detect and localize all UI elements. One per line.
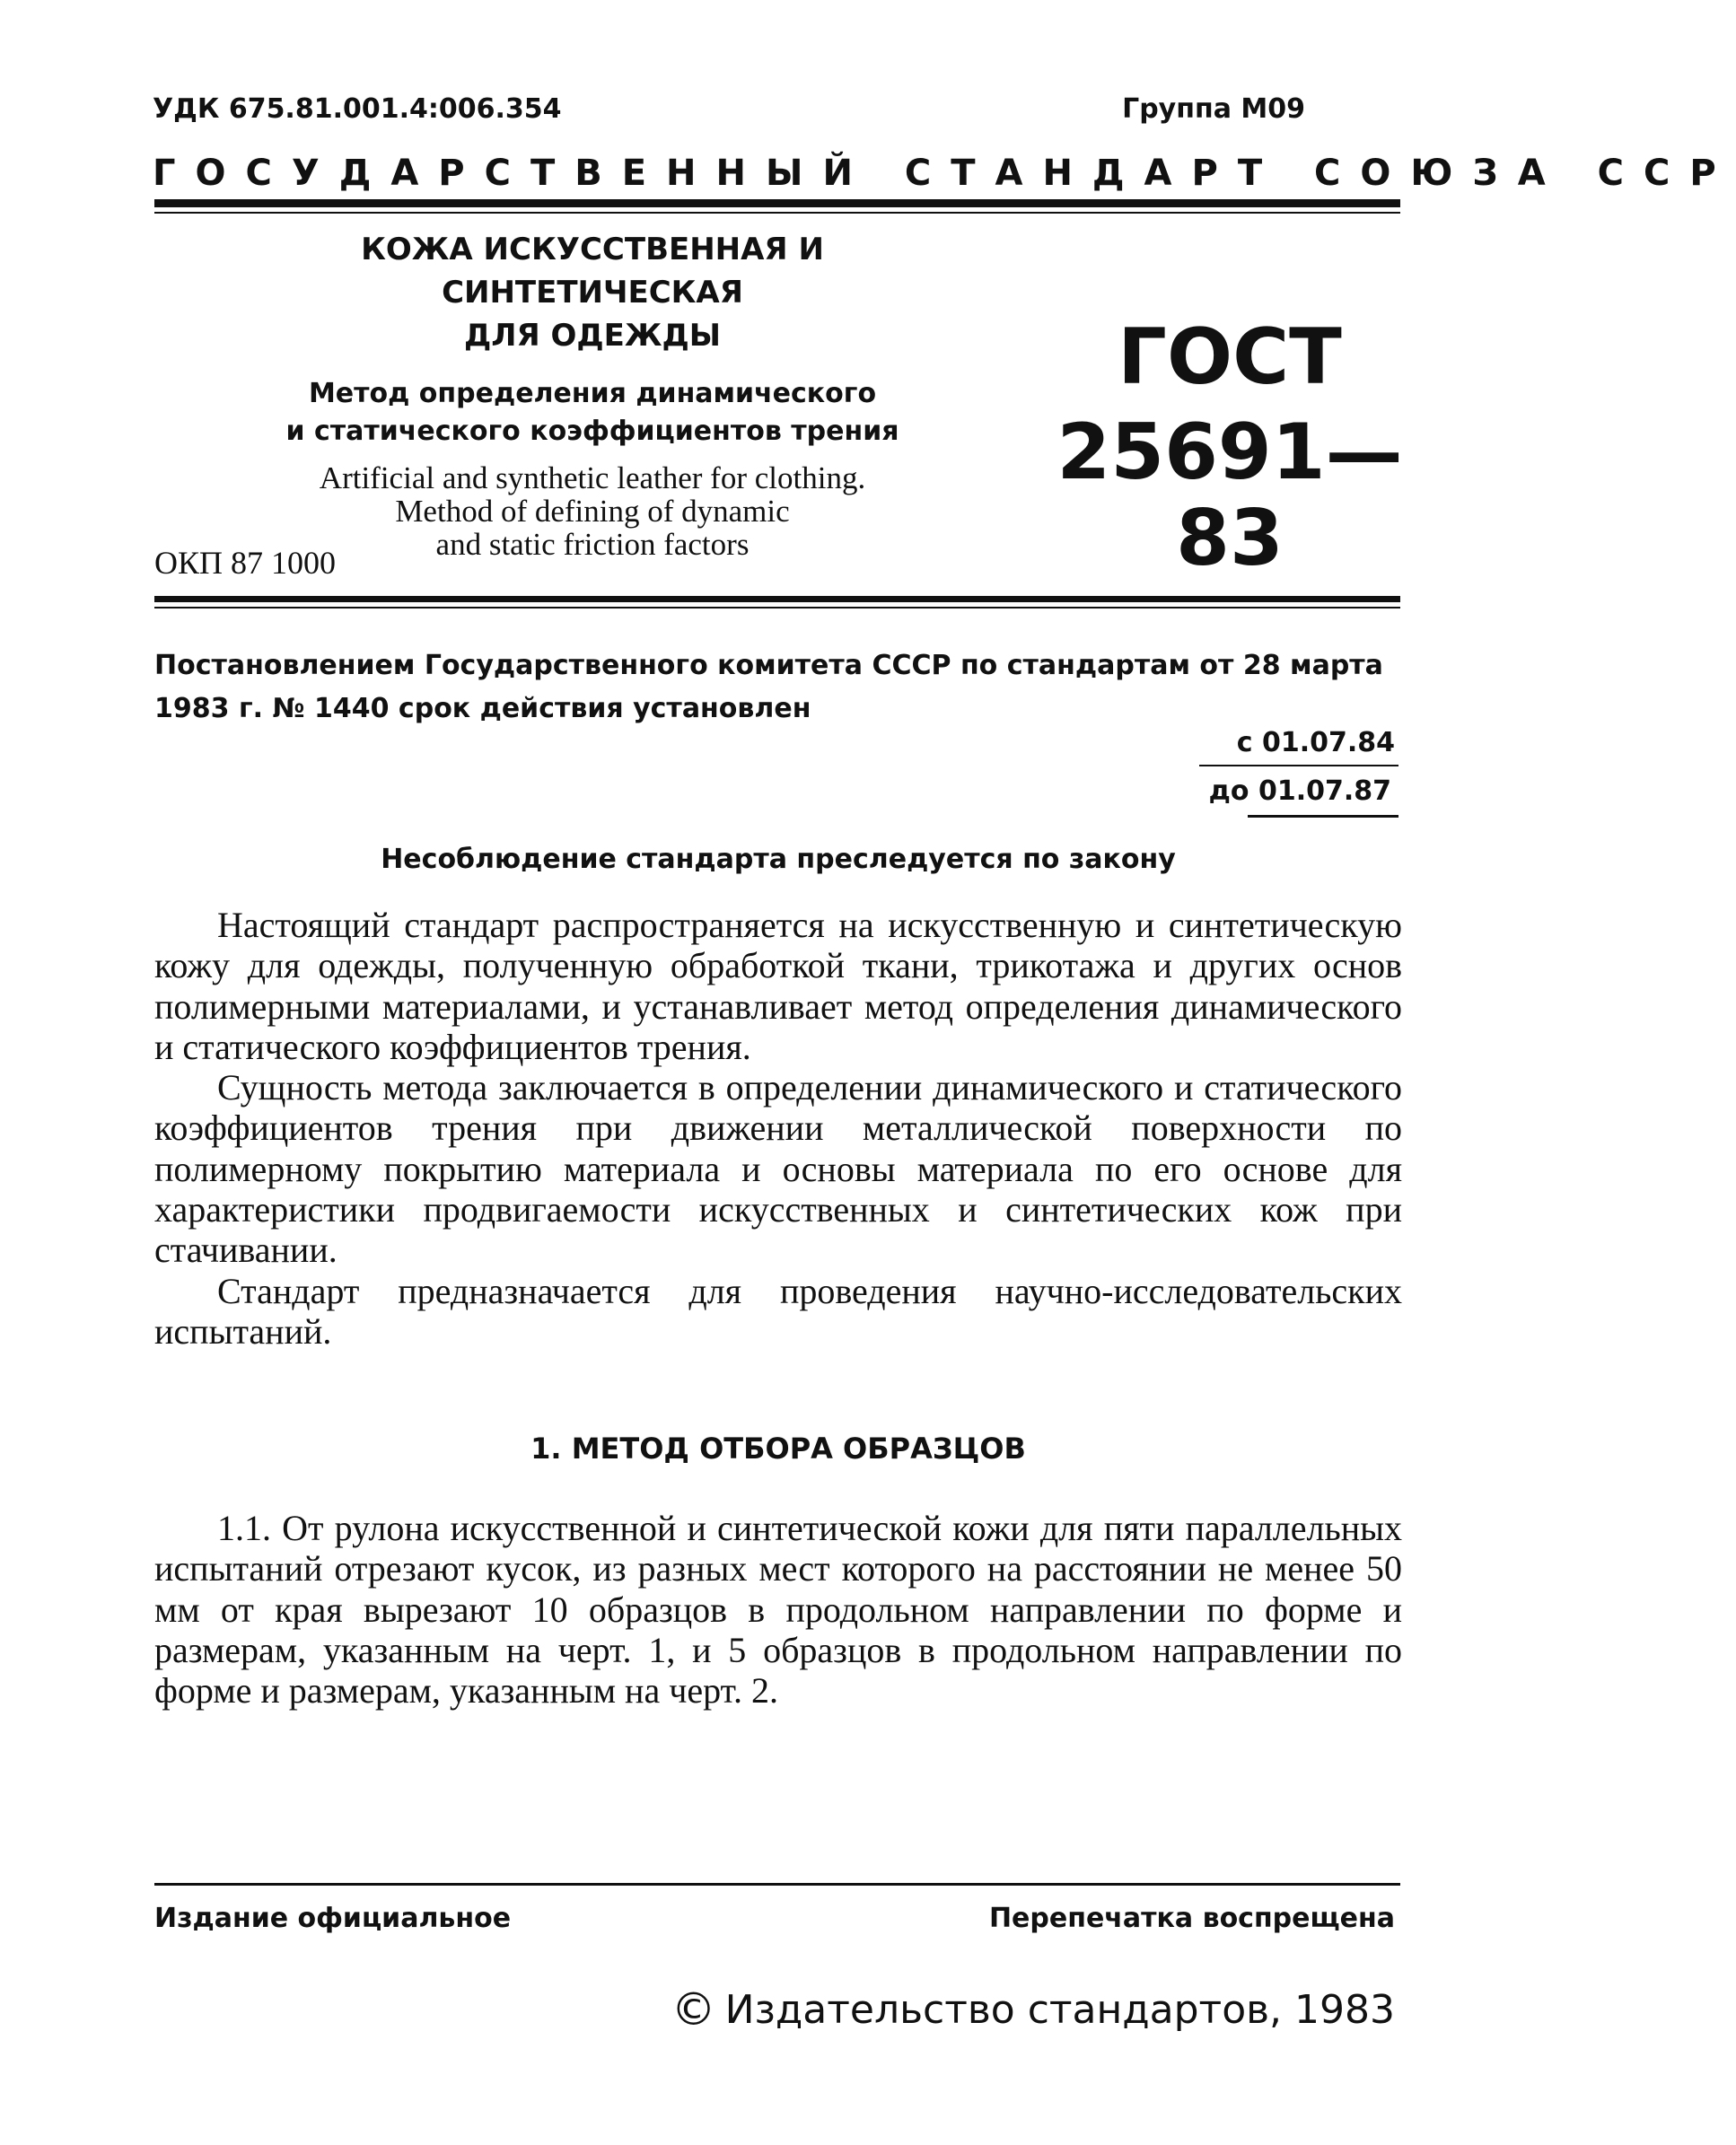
group-code: Группа М09 xyxy=(1122,93,1305,125)
section-title: 1. МЕТОД ОТБОРА ОБРАЗЦОВ xyxy=(530,1431,1026,1466)
header-title: ГОСУДАРСТВЕННЫЙ СТАНДАРТ СОЮЗА ССР xyxy=(153,153,1736,194)
header-rule xyxy=(154,199,1400,207)
effective-date-to: до 01.07.87 xyxy=(1208,775,1391,807)
copyright-icon: © xyxy=(671,1983,716,2036)
copyright xyxy=(671,1983,1395,2036)
legal-notice: Несоблюдение стандарта преследуется по закону xyxy=(381,844,1176,875)
decree-line-1: Постановлением Государственного комитета СССР по стандартам от 28 марта xyxy=(154,650,1383,681)
body-paragraph-3: Стандарт предназначается для проведения научно-исследовательских испытаний. xyxy=(154,1270,1402,1352)
gost-number: 25691—83 xyxy=(1057,407,1403,583)
decree-line-2: 1983 г. № 1440 срок действия установлен xyxy=(154,693,811,724)
date-rule xyxy=(1199,765,1398,766)
subtitle-line-1: Метод определения динамического xyxy=(308,378,877,409)
copyright-text: Издательство стандартов, 1983 xyxy=(724,1986,1395,2033)
decree xyxy=(154,644,1402,731)
footer-reprint-notice: Перепечатка воспрещена xyxy=(988,1903,1395,1934)
udk-code: УДК 675.81.001.4:006.354 xyxy=(153,93,562,125)
effective-date-from: с 01.07.84 xyxy=(1236,727,1395,758)
title-block xyxy=(215,228,969,561)
gost-block xyxy=(1023,314,1436,582)
section-text xyxy=(154,1508,1402,1711)
body-text xyxy=(154,905,1402,1352)
subtitle-line-2: и статического коэффициентов трения xyxy=(285,416,899,447)
english-title-line-2: Method of defining of dynamic xyxy=(395,494,790,529)
footer-edition: Издание официальное xyxy=(154,1903,512,1934)
english-title-line-1: Artificial and synthetic leather for clothing. xyxy=(319,460,866,495)
body-paragraph-1: Настоящий стандарт распространяется на искусственную и синтетическую кожу для одежды, полученную обработкой ткани, трикотажа и других основ полимерными материалами, и устанавливает метод определения динамического и статического коэффициентов трения. xyxy=(154,905,1402,1067)
okp-code: ОКП 87 1000 xyxy=(154,545,337,581)
title-line-1: КОЖА ИСКУССТВЕННАЯ И СИНТЕТИЧЕСКАЯ xyxy=(361,232,824,311)
title-line-2: ДЛЯ ОДЕЖДЫ xyxy=(463,318,722,354)
okp-rule-thin xyxy=(154,607,1400,608)
body-paragraph-2: Сущность метода заключается в определении динамического и статического коэффициентов трения при движении металлической поверхности по полимерному покрытию материала и основы материала по его основе для характеристики продвигаемости искусственных и синтетических кож при стачивании. xyxy=(154,1067,1402,1271)
okp-rule xyxy=(154,596,1400,602)
gost-word: ГОСТ xyxy=(1118,312,1342,402)
date-rule-bottom xyxy=(1248,815,1398,818)
footer-rule xyxy=(154,1883,1400,1886)
section-paragraph-1: 1.1. От рулона искусственной и синтетической кожи для пяти параллельных испытаний отрезают кусок, из разных мест которого на расстоянии не менее 50 мм от края вырезают 10 образцов в продольном направлении по форме и размерам, указанным на черт. 1, и 5 образцов в продольном направлении по форме и размерам, указанным на черт. 2. xyxy=(154,1508,1402,1712)
english-title-line-3: and static friction factors xyxy=(435,527,750,562)
header-rule-thin xyxy=(154,212,1400,214)
